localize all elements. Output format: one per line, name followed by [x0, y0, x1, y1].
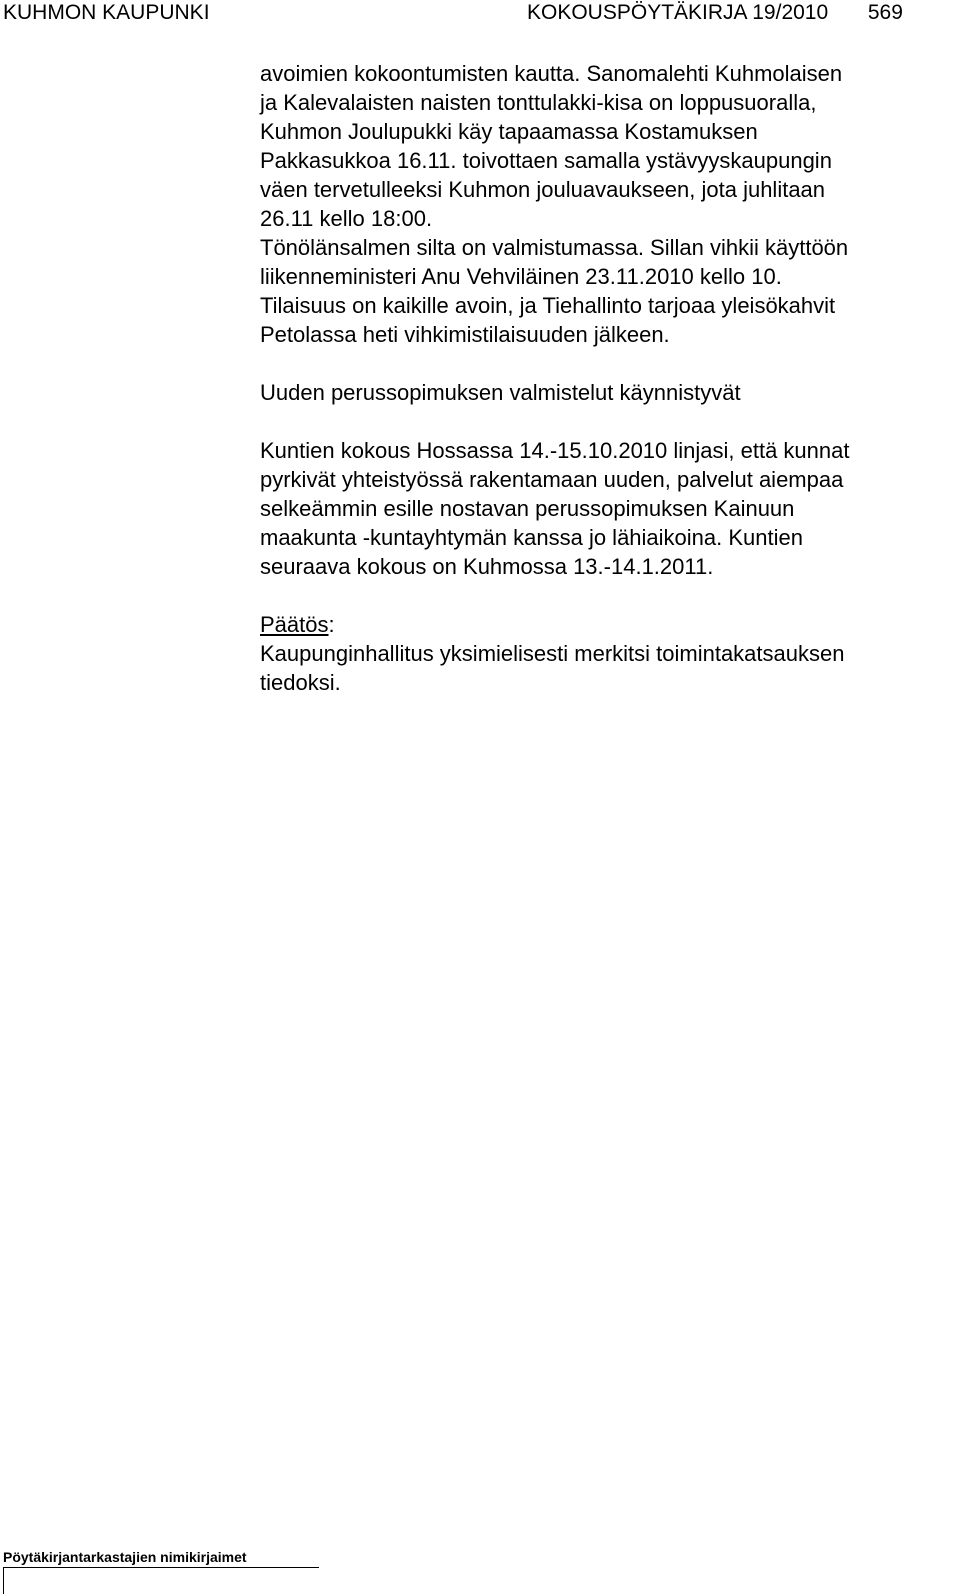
text-line: ja Kalevalaisten naisten tonttulakki-kisa on loppusuoralla, [260, 90, 817, 115]
document-info [527, 1, 903, 25]
decision-label: Päätös [260, 612, 329, 637]
text-line: Kuhmon Joulupukki käy tapaamassa Kostamuksen [260, 119, 758, 144]
paragraph-jouluavaus [260, 59, 950, 233]
text-line: tiedoksi. [260, 670, 341, 695]
text-line: maakunta -kuntayhtymän kanssa jo lähiaikoina. Kuntien [260, 525, 803, 550]
decision-text [260, 639, 950, 697]
section-subheading: Uuden perussopimuksen valmistelut käynnistyvät [260, 380, 741, 405]
decision-heading [260, 610, 950, 639]
paragraph-silta [260, 233, 950, 349]
signature-box-edge [3, 1567, 4, 1594]
text-line: Kaupunginhallitus yksimielisesti merkitsi toimintakatsauksen [260, 641, 845, 666]
decision-colon: : [328, 612, 335, 637]
page-header [0, 0, 960, 30]
text-line: pyrkivät yhteistyössä rakentamaan uuden, palvelut aiempaa [260, 467, 844, 492]
text-line: väen tervetulleeksi Kuhmon jouluavaukseen, jota juhlitaan [260, 177, 826, 202]
issue-number: 19/2010 [752, 1, 829, 24]
text-line: seuraava kokous on Kuhmossa 13.-14.1.2011. [260, 554, 714, 579]
text-line: avoimien kokoontumisten kautta. Sanomalehti Kuhmolaisen [260, 61, 843, 86]
text-line: Kuntien kokous Hossassa 14.-15.10.2010 linjasi, että kunnat [260, 438, 850, 463]
paragraph-perussopimus [260, 436, 950, 581]
text-line: selkeämmin esille nostavan perussopimuksen Kainuun [260, 496, 795, 521]
text-line: Tilaisuus on kaikille avoin, ja Tiehallinto tarjoaa yleisökahvit [260, 293, 836, 318]
signatures-label: Pöytäkirjantarkastajien nimikirjaimet [3, 1549, 247, 1565]
document-type: KOKOUSPÖYTÄKIRJA [527, 1, 747, 24]
page-number: 569 [867, 1, 903, 24]
text-line: 26.11 kello 18:00. [260, 206, 433, 231]
organization-name: KUHMON KAUPUNKI [3, 1, 210, 24]
text-line: Pakkasukkoa 16.11. toivottaen samalla ystävyyskaupungin [260, 148, 832, 173]
text-line: Petolassa heti vihkimistilaisuuden jälkeen. [260, 322, 670, 347]
text-line: liikenneministeri Anu Vehviläinen 23.11.2010 kello 10. [260, 264, 782, 289]
signature-line [3, 1567, 319, 1568]
text-line: Tönölänsalmen silta on valmistumassa. Sillan vihkii käyttöön [260, 235, 849, 260]
document-body [260, 59, 950, 697]
